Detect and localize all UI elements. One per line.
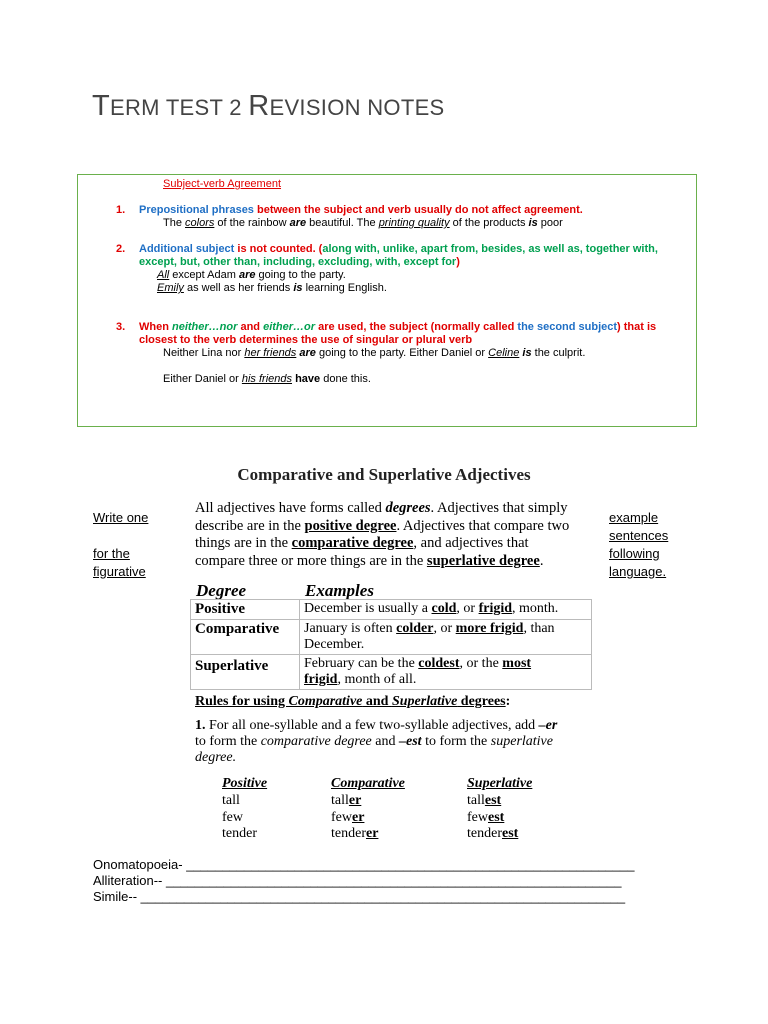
right-note-line-2: sentences: [609, 528, 669, 543]
list-item: few: [222, 809, 243, 825]
onomatopoeia-blank[interactable]: Onomatopoeia- ______________________________________________________________: [93, 857, 635, 872]
example-cell: January is often colder, or more frigid, than December.: [300, 620, 592, 655]
rule-1-number: 1.: [116, 204, 126, 216]
forms-superlative-list: [467, 793, 518, 843]
example-cell: December is usually a cold, or frigid, month.: [300, 600, 592, 620]
table-row: [191, 655, 592, 690]
list-item: tallest: [467, 793, 502, 808]
forms-header-positive: Positive: [222, 776, 268, 791]
list-item: taller: [331, 793, 362, 808]
left-note-line-2: for the: [93, 546, 130, 561]
sva-heading: Subject-verb Agreement: [163, 178, 282, 190]
degree-column-header: Degree: [196, 581, 247, 600]
list-item: fewest: [467, 809, 505, 825]
rule-2-example-1: All except Adam are going to the party.: [157, 269, 346, 281]
left-note-line-3: figurative: [93, 564, 146, 579]
left-note-line-1: Write one: [93, 510, 149, 525]
rule-3-example-2: Either Daniel or his friends have done this.: [163, 373, 371, 385]
forms-comparative-list: [331, 793, 378, 843]
right-note-line-3: following: [609, 546, 660, 561]
degree-table: [190, 599, 592, 690]
alliteration-blank[interactable]: Alliteration-- _______________________________________________________________: [93, 873, 622, 888]
rule-1-text: Prepositional phrases between the subject and verb usually do not affect agreement.: [139, 204, 583, 216]
page-title: TERM TEST 2 REVISION NOTES: [92, 90, 445, 122]
right-note-line-4: language.: [609, 564, 667, 579]
rule-3-text: When neither…nor and either…or are used, the subject (normally called the second subject) that is: [139, 321, 657, 333]
degree-cell: Comparative: [191, 620, 300, 655]
example-cell: February can be the coldest, or the most frigid, month of all.: [300, 655, 592, 690]
forms-positive-list: [222, 793, 257, 843]
table-row: [191, 620, 592, 655]
simile-blank[interactable]: Simile-- ___________________________________________________________________: [93, 889, 626, 904]
adjectives-heading: Comparative and Superlative Adjectives: [237, 465, 531, 484]
rule-2-text-cont: except, but, other than, including, excluding, with, except for): [139, 256, 460, 268]
rule-2-example-2: Emily as well as her friends is learning English.: [157, 282, 387, 294]
examples-column-header: Examples: [305, 581, 374, 600]
forms-header-superlative: Superlative: [467, 776, 533, 791]
rule-3-text-cont: closest to the verb determines the use of singular or plural verb: [139, 334, 473, 346]
rule-one-paragraph: 1. For all one-syllable and a few two-syllable adjectives, add –er to form the comparative degree and –est to form the superlative degree.: [195, 718, 558, 765]
adjectives-intro: All adjectives have forms called degrees. Adjectives that simply describe are in the positive degree. Adjectives that compare two things are in the comparative degree, and adjectives that compare three or more things are in the superlative degree.: [195, 500, 570, 569]
list-item: tall: [222, 793, 240, 808]
right-note-line-1: example: [609, 510, 659, 525]
degree-cell: Superlative: [191, 655, 300, 690]
rule-2-number: 2.: [116, 243, 126, 255]
list-item: tenderer: [331, 826, 379, 841]
degree-cell: Positive: [191, 600, 300, 620]
rule-3-number: 3.: [116, 321, 126, 333]
list-item: tender: [222, 826, 257, 841]
rule-3-example-1: Neither Lina nor her friends are going to the party. Either Daniel or Celine is the culprit.: [163, 347, 586, 359]
rule-1-example: The colors of the rainbow are beautiful. The printing quality of the products is poor: [163, 217, 563, 229]
forms-header-comparative: Comparative: [331, 776, 405, 791]
list-item: fewer: [331, 809, 365, 825]
list-item: tenderest: [467, 826, 519, 841]
rules-heading: Rules for using Comparative and Superlative degrees:: [195, 694, 511, 709]
rule-2-text: Additional subject is not counted. (along with, unlike, apart from, besides, as well as, together with,: [139, 243, 658, 255]
table-row: [191, 600, 592, 620]
